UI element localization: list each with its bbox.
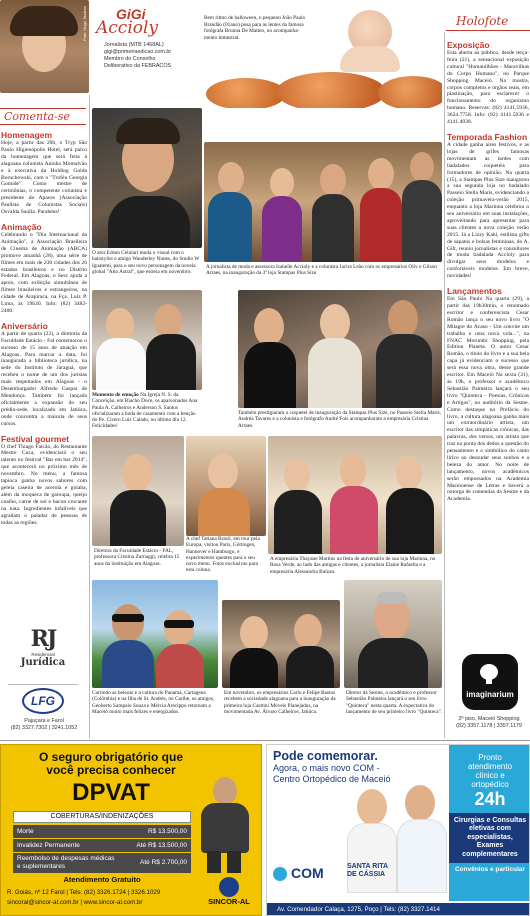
photo-chef-tatiana — [186, 436, 266, 536]
section-body: Celebrando o "Dia Internacional da Animação", a Associação Brasileira de Cinema de Animação (ABCA) promove amanhã (28), uma série de filmes em mais de 230 cidades dos 26 estados brasileiros e no Distrito Federal. Em Alagoas, o Sesc ajuda a apoio, com exibição simultânea de filmes brasileiros e estrangeiros, na cidade de Arapiraca, na Fça. Luiz P. Lima, às 19h30. Info: (82) 3482-2400. — [1, 231, 87, 314]
caption-sebastiao: Diretor da Sesme, o acadêmico e professor Sebastião Palmeira lançará o seu livro "Quinteca" nesta quarta. A expectativa do lançamento de seu primeiro livro "Quinteca". — [346, 690, 443, 715]
dpvat-row-value: Até R$ 13.500,00 — [136, 842, 187, 849]
dpvat-row-label: Reembolso de despesas médicas e suplementares — [17, 855, 115, 870]
columnist-bio — [104, 42, 200, 70]
photo-stampas-trio — [238, 290, 442, 408]
caption-edson: O ator Edson Celulari muda o visual com o hairstylist e amigo Wanderley Nunes, do Studio W Iguatemi, para o seu novo personagem da novela global "Alto Astral", que estreia em novembro. — [92, 250, 202, 275]
imaginarium-phone: (82) 3357.1178 | 3357.1179 — [456, 723, 522, 729]
lfg-text: LFG — [31, 694, 55, 708]
section-temporada-fashion — [447, 132, 529, 280]
photo-cristina — [92, 436, 184, 546]
photo-sebastiao — [344, 580, 442, 688]
section-festival-gourmet — [1, 434, 87, 527]
photo-edson-celulari — [92, 108, 202, 248]
rj-line1: Residencial — [31, 652, 55, 657]
dpvat-row-label: Invalidez Permanente — [17, 842, 80, 849]
dpvat-row-value: R$ 13.500,00 — [147, 828, 187, 835]
section-lancamentos — [447, 286, 529, 503]
santa-rita-line-2: DE CÁSSIA — [347, 871, 386, 878]
section-exposicao — [447, 40, 529, 126]
section-animacao — [1, 222, 87, 315]
dpvat-headline — [11, 751, 211, 777]
imaginarium-info — [448, 716, 530, 730]
photo-stampas-group — [204, 142, 442, 262]
section-body: O chef Thiago Falcão, do Restaurante Mestre Cuca, evidenciará o seu talento no festival "Bar em bar 2014", que acontecerá no próximo mês de novembro. No menu, a famosa tapioca ganha novos sabores com geleia caseira de acerola e goiaba, além da moqueca de garoupa, queijo coalho, carne de sol e bacon crocante na nata. Ingredientes infalíveis que agradam o paladar de pessoas de todas as regiões. — [1, 443, 87, 526]
bio-line: Membro do Conselho — [104, 56, 156, 62]
imaginarium-logo — [462, 654, 518, 710]
section-body: Hoje, a partir das 20h, o Tryp São Paulo Higienópolis Hotel, será palco da homenagem que será feita à alagoana colunista Aninha Montalvão e à executiva da Holding Golda Boruchowski, com o "Troféu Georgia Gomide". Como mestre de cerimônias, o competente colunista e presidente da Apaces (Associação Paulista de Colunistas Sociais) Osvalda Saulla. Parabéns! — [1, 140, 87, 216]
com-box-sub: especialistas, — [467, 833, 513, 841]
caption-chef-tatiana: A chef Tatiana Brasil, em tour pela Europa, visitou Paris, Göttingen, Hannover e Hamburgo, e experimentos quentes para o seu novo menu. Fotos exclusivas para esta coluna. — [186, 536, 266, 574]
section-homenagem — [1, 130, 87, 216]
com-logo — [273, 865, 333, 885]
lfg-info — [0, 718, 88, 732]
com-box-sub: Exames — [476, 842, 504, 850]
photo-wedding — [92, 290, 202, 390]
com-box-title: Pronto — [478, 753, 502, 762]
dpvat-address: R. Goiás, nº 12 Farol | Tels: (82) 3326.1724 | 3326.1029 — [7, 889, 161, 896]
gigi-logo — [96, 6, 194, 36]
right-column — [447, 40, 529, 503]
com-box-title: ortopédico — [471, 780, 509, 789]
bio-line: Jornalista (MTB 1468AL) — [104, 42, 164, 48]
caption-stampas-trio: Também prestigiaram o coquetel de inauguração da Stampas Plus Size, no Passeio Stella Maris, Andréa Tavares e a colunista e fotógrafo André Fois acompanharam a empresária Cristina Arraes. — [238, 410, 442, 429]
dpvat-row-label: Morte — [17, 828, 34, 835]
comenta-se-title: Comenta-se — [4, 110, 70, 123]
dpvat-row-value: Até R$ 2.700,00 — [140, 859, 187, 866]
com-services-box — [449, 745, 530, 901]
com-box-title: clínico e — [475, 771, 505, 780]
lfg-address: Pajuçara e Farol — [24, 718, 64, 724]
dpvat-ad[interactable] — [0, 744, 262, 916]
section-body: A partir de quarta (22), a diretoria da Faculdade Estácio - Fal comemorou o sucesso de 15 anos de atuação em Alagoas. Para marcar a data, foi inaugurada a biblioteca jurídica, na sede do Instituto de Jaraguá, que recebeu o nome de um dos juristas mais respeitados em Alagoas - o Desembargador Alfredo Gaspar de Mendonça. Também foi lançada oficialmente a expansão do seu prédio-sede, localizado em Jatiúca, onde concentra a maioria de seus cursos. — [1, 330, 87, 427]
section-title: Aniversário — [1, 320, 48, 331]
caption-wedding-text: Na Igreja N. S. da Conceição, em Riacho Doce, os apaixonados Ana Paula A. Calheiros e Anderson S. Santos oficializaram a boda de casamento com a benção do Pe. Cícero Luiz Calado, no último dia 12. Felicidades! — [92, 392, 198, 430]
rj-line2: Jurídica — [20, 657, 66, 668]
baby-pumpkin-photo — [206, 60, 442, 108]
section-title: Animação — [1, 221, 42, 232]
com-headline — [273, 749, 443, 785]
caption-casttini: Em novembro, os empresários Carlo e Felipe Bastos recebem a sociedade alagoana para a inauguração da primeira loja Casttini Móveis Planejados, na movimentada Av. Álvaro Calheiros, Jatiúca. — [224, 690, 342, 715]
photo-credit: Foto: Hugo Tavares — [82, 6, 87, 41]
dpvat-brand: DPVAT — [72, 779, 150, 806]
lfg-phone: (82) 3327.7302 | 3241.1052 — [10, 725, 78, 731]
photo-travel-couple — [92, 580, 218, 688]
com-box-hours: 24h — [474, 789, 506, 809]
photo-marinna-friends — [268, 436, 442, 554]
sincor-logo-text: SINCOR-AL — [208, 897, 250, 906]
imaginarium-address: 2º piso, Maceió Shopping — [458, 716, 520, 722]
section-title: Homenagem — [1, 130, 53, 140]
section-body: A cidade ganha aires festivos, e as lojas de grifes famosas movimentam as tardes com badalados coquetéis para formadores de opinião. Na quarta (15), a Stampas Plus Size inaugurou a sua segunda loja no badalado Passeio Stella Maris, evidenciando a coleção primavera-verão 2015, enquanto a loja Marinna celebrou o seu aniversário em suas instalações, aproveitando para apresentar para suas clientes a nova coleção verão 2015. Já a Lizzy Kahl, estilista gifts de sapatos e bolsas femininas, do A. Gilt, reuniu jornalistas e consultores de moda badalada Accioly para divulgar seus modelos e confortáveis modelos. Em breve, novidades! — [447, 141, 529, 280]
caption-travel: Curtindo as belezas e a cultura do Panamá, Cartagena (Colômbia) e na Ilha de St. Andrés, no Caribe, os amigos, Geoberto Sampaio Souza e Mércia Arecippo retornam a Maceió muito mais felizes e energizados. — [92, 690, 222, 715]
logo-accioly-text: Accioly — [96, 18, 159, 38]
logo-gigi-text: GiGi — [116, 6, 146, 22]
com-box-sub: Convênios e particular — [454, 866, 526, 874]
dpvat-headline-1: O seguro obrigatório que — [38, 750, 183, 764]
caption-wedding-bold: Momento de emoção — [92, 392, 139, 398]
dpvat-contacts[interactable]: sincoral@sincor-al.com.br | www.sincor-al.com.br — [7, 899, 143, 906]
com-ad[interactable] — [266, 744, 530, 916]
com-box-sub: complementares — [462, 850, 518, 858]
caption-wedding — [92, 392, 202, 430]
imaginarium-text: imaginarium — [466, 690, 514, 699]
dpvat-coverage-header: COBERTURAS/INDENIZAÇÕES — [13, 811, 191, 823]
section-title: Festival gourmet — [1, 433, 70, 444]
section-title: Exposição — [447, 40, 490, 50]
caption-cristina: Diretora da Faculdade Estácio - FAL, professora Cristina Zurnaggi, celebra 15 anos da instituição em Alagoas. — [94, 548, 184, 567]
com-box-sub: eletivas com — [468, 825, 512, 833]
bio-line: Deliberativo da FEBRACOS — [104, 63, 172, 69]
dpvat-row-reembolso — [13, 853, 191, 873]
sincor-logo — [201, 877, 257, 913]
section-body: Esta aberta ao público, desde terça-feira (21), a sensacional exposição cultural "Humanilhões - Maravilhas do Corpo Humano", no Parque Shopping Maceió. Na mostra, corpos completos e órgãos reais, em plastinação, para esclarecer o funcionamento do organismo humano. Reservas: (82) 4141.5936, 3624.7758. Info: (82) 4141.5936 e 4141.4038. — [447, 50, 529, 126]
rj-logo — [14, 626, 72, 678]
baby-body — [340, 46, 400, 72]
dpvat-free-service: Atendimento Gratuito — [63, 875, 141, 884]
left-column — [1, 130, 87, 526]
com-headline-2: Agora, o mais novo COM - — [273, 763, 380, 773]
caption-stampas: A jornalista de moda e assessora Isabelle Accioly e a colunista Jacira Leão com os empresários Oliv e Gilson Arraes, na inauguração da 3ª loja Stampas Plus Size. — [206, 264, 442, 277]
comenta-se-banner — [0, 108, 86, 125]
section-title: Lançamentos — [447, 286, 502, 297]
com-footer: Av. Comendador Calaça, 1275, Poço | Tels: (82) 3327.1414 — [267, 903, 530, 916]
section-title: Temporada Fashion — [447, 131, 528, 142]
dpvat-headline-2: você precisa conhecer — [46, 763, 176, 777]
com-headline-1: Pode comemorar. — [273, 749, 378, 763]
caption-marinna: A empresária Thayane Martins na festa de aniversário de sua loja Marinna, no Rosa Verde, ao lado das amigas e clientes, a jornalista Elaine Rafaella e a empresária Alessandra Bulzan. — [270, 556, 442, 575]
bio-email[interactable]: gigi@primeiraedicao.com.br — [104, 49, 172, 55]
photo-casttini — [222, 600, 340, 688]
columnist-photo — [0, 0, 89, 93]
dpvat-row-morte — [13, 825, 191, 838]
section-aniversario — [1, 321, 87, 428]
dpvat-coverage-table — [13, 825, 191, 873]
com-logo-text: COM — [291, 865, 324, 881]
dpvat-man-illustration — [197, 777, 255, 873]
com-headline-3: Centro Ortopédico de Maceió — [273, 774, 391, 784]
dpvat-row-invalidez — [13, 839, 191, 852]
rj-letters: RJ — [30, 626, 56, 652]
com-box-sub: Cirurgias e Consultas — [453, 817, 527, 824]
santa-rita-logo — [347, 863, 417, 879]
santa-rita-line-1: SANTA RITA — [347, 863, 389, 870]
baby-caption: Bem ritmo de halloween, o pequeno João Paulo Brandão (01ano) posa para as lentes da famosa fotógrafa Brunna De Matteo, no acompanha-mento bimestral. — [204, 15, 306, 41]
com-box-title: atendimento — [467, 762, 513, 771]
holofote-title: Holofote — [456, 14, 509, 28]
lfg-logo — [22, 688, 64, 714]
section-body: Em São Paulo Na quarta (29), a partir das 19h30min, o renomado escritor e conferencista Cesar Romão lança o seu novo livro "O Milagre do Acaso - Um convite um trabalho e uma nova vida...", na FNAC Morumbi Shopping, pela Edition Planeta. O autor Cesar Romão, o título do livro e a sua bela capa já evidenciam o sucesso que será essa nova obra, desse grande escritor. Em Maceió Na sexta (31), às 19h, o professor e acadêmico Sebastião Palmeira lançará o seu livro "Quinteca - Poesias, Crônicas e Artigos", no auditório da Sesme. Como destaque no Prefácio do livro, a cultura alagoana ganha mais um extraordinário artista, um escritor das simpáticas crônicas, das palavras, dos versos, um artista que traz na ponta dos dedos a questão do pensamento e o simbólico do canto lírico ao desnudar seus sonhos e a beleza do amor. No noite de lançamento, novos acadêmicos serão empossados na Academia Maceioense de Letras e haverá a outorga de comendas da Sesme e da Academia. — [447, 296, 529, 503]
